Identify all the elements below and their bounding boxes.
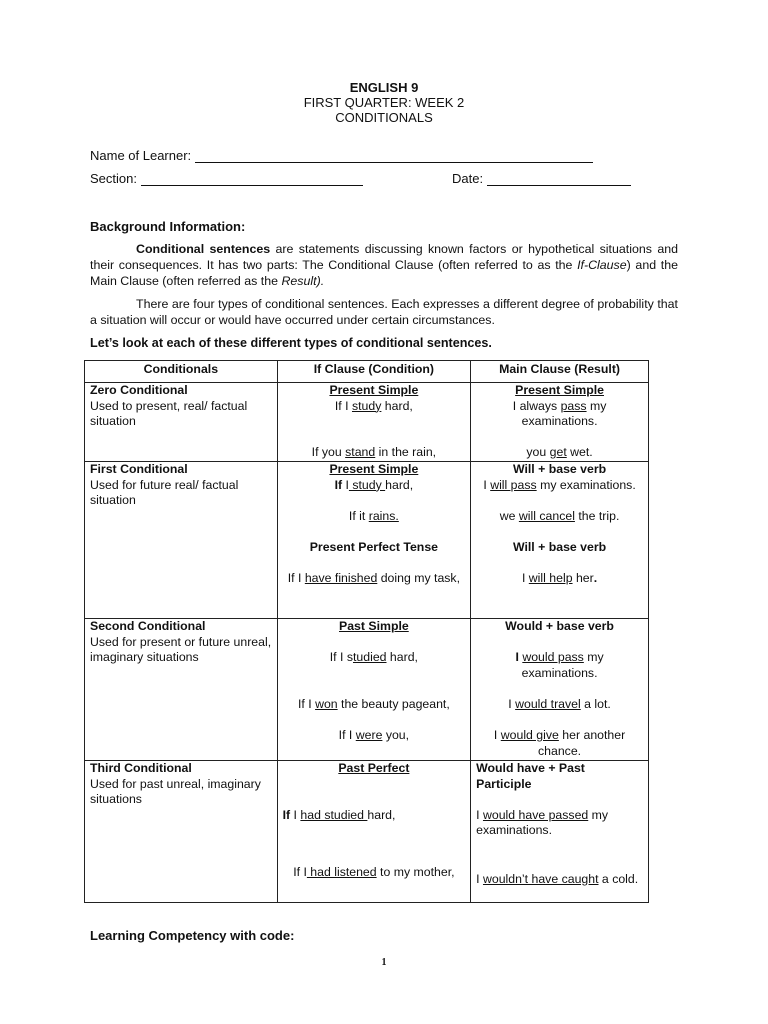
table-header-row (85, 361, 649, 383)
example-if-2: If it rains. (348, 508, 399, 523)
example-if-2: If I won the beauty pageant, (297, 696, 450, 711)
header-if-clause: If Clause (Condition) (277, 361, 471, 383)
first-main-cell (471, 462, 649, 619)
date-blank[interactable] (487, 173, 631, 186)
section-field[interactable] (90, 171, 363, 186)
zero-if-cell (277, 383, 471, 462)
tense-heading: Present Simple (329, 462, 419, 476)
section-blank[interactable] (141, 173, 363, 186)
example-main-2: I would travel a lot. (508, 696, 611, 711)
tense-heading: Would have + Past Participle (476, 761, 585, 791)
page-number: 1 (381, 957, 387, 968)
name-field[interactable] (90, 148, 593, 163)
example-if-1: If I study hard, (334, 477, 414, 492)
header-main-clause: Main Clause (Result) (471, 361, 649, 383)
tense-heading: Will + base verb (512, 462, 607, 476)
example-main-3: I will help her. (521, 571, 598, 586)
tense-heading: Present Simple (515, 383, 604, 397)
example-main-1: I would pass my examinations. (515, 650, 604, 680)
example-main-1: I always pass my examinations. (512, 398, 607, 429)
table-row-third-conditional (85, 761, 649, 903)
third-conditional-cell (85, 761, 278, 903)
name-label: Name of Learner: (90, 148, 192, 163)
document-topic: CONDITIONALS (335, 110, 433, 125)
example-main-2: I wouldn’t have caught a cold. (476, 871, 639, 886)
tense-heading: Past Simple (339, 619, 409, 633)
example-main-2: you get wet. (526, 444, 593, 459)
example-if-2: If I had listened to my mother, (293, 864, 455, 879)
example-main-1: I would have passed my examinations. (476, 807, 609, 838)
tense-heading: Past Perfect (338, 761, 410, 775)
date-field[interactable] (452, 171, 631, 186)
table-row-zero-conditional (85, 383, 649, 462)
conditional-description: Used to present, real/ factual situation (90, 398, 248, 429)
second-conditional-cell (85, 619, 278, 761)
tense-heading: Present Simple (329, 383, 419, 397)
second-if-cell (277, 619, 471, 761)
example-if-2: If you stand in the rain, (311, 444, 437, 459)
example-if-1: If I studied hard, (329, 650, 418, 665)
table-lead-text: Let’s look at each of these different types of conditional sentences. (90, 336, 492, 350)
example-if-3: If I have finished doing my task, (287, 571, 460, 586)
third-main-cell (471, 761, 649, 903)
example-if-1: If I study hard, (334, 398, 413, 413)
document-subtitle: FIRST QUARTER: WEEK 2 (303, 95, 465, 110)
competency-heading: Learning Competency with code: (90, 928, 295, 943)
name-blank[interactable] (195, 150, 593, 163)
zero-conditional-cell (85, 383, 278, 462)
header-conditionals: Conditionals (85, 361, 278, 383)
second-main-cell (471, 619, 649, 761)
tense-heading-2: Will + base verb (512, 539, 607, 554)
conditional-description: Used for past unreal, imaginary situations (90, 776, 261, 807)
background-paragraph-1: Conditional sentences are statements discussing known factors or hypothetical situations and their consequences. It has two parts: The Conditional Clause (often referred to as the If-Clause) and the Main Clause (often referred as the Result). (90, 242, 678, 288)
conditionals-table (84, 360, 649, 903)
example-if-3: If I were you, (338, 728, 410, 743)
example-main-3: I would give her another chance. (493, 728, 626, 758)
conditional-description: Used for future real/ factual situation (90, 477, 239, 508)
conditional-name: First Conditional (90, 462, 188, 476)
document-title: ENGLISH 9 (349, 80, 419, 95)
date-label: Date: (452, 171, 484, 186)
tense-heading-2: Present Perfect Tense (309, 539, 438, 554)
conditional-name: Third Conditional (90, 761, 192, 775)
section-label: Section: (90, 171, 137, 186)
first-if-cell (277, 462, 471, 619)
example-if-1: If I had studied hard, (282, 807, 396, 822)
example-main-1: I will pass my examinations. (483, 477, 636, 492)
conditional-name: Second Conditional (90, 619, 206, 633)
conditional-description: Used for present or future unreal, imaginary situations (90, 634, 272, 665)
first-conditional-cell (85, 462, 278, 619)
zero-main-cell (471, 383, 649, 462)
background-paragraph-2: There are four types of conditional sentences. Each expresses a different degree of probability that a situation will occur or would have occurred under certain circumstances. (90, 297, 678, 327)
table-row-second-conditional (85, 619, 649, 761)
tense-heading: Would + base verb (505, 619, 614, 633)
conditional-name: Zero Conditional (90, 383, 188, 397)
table-row-first-conditional (85, 462, 649, 619)
third-if-cell (277, 761, 471, 903)
example-main-2: we will cancel the trip. (499, 508, 620, 523)
background-heading: Background Information: (90, 219, 246, 234)
